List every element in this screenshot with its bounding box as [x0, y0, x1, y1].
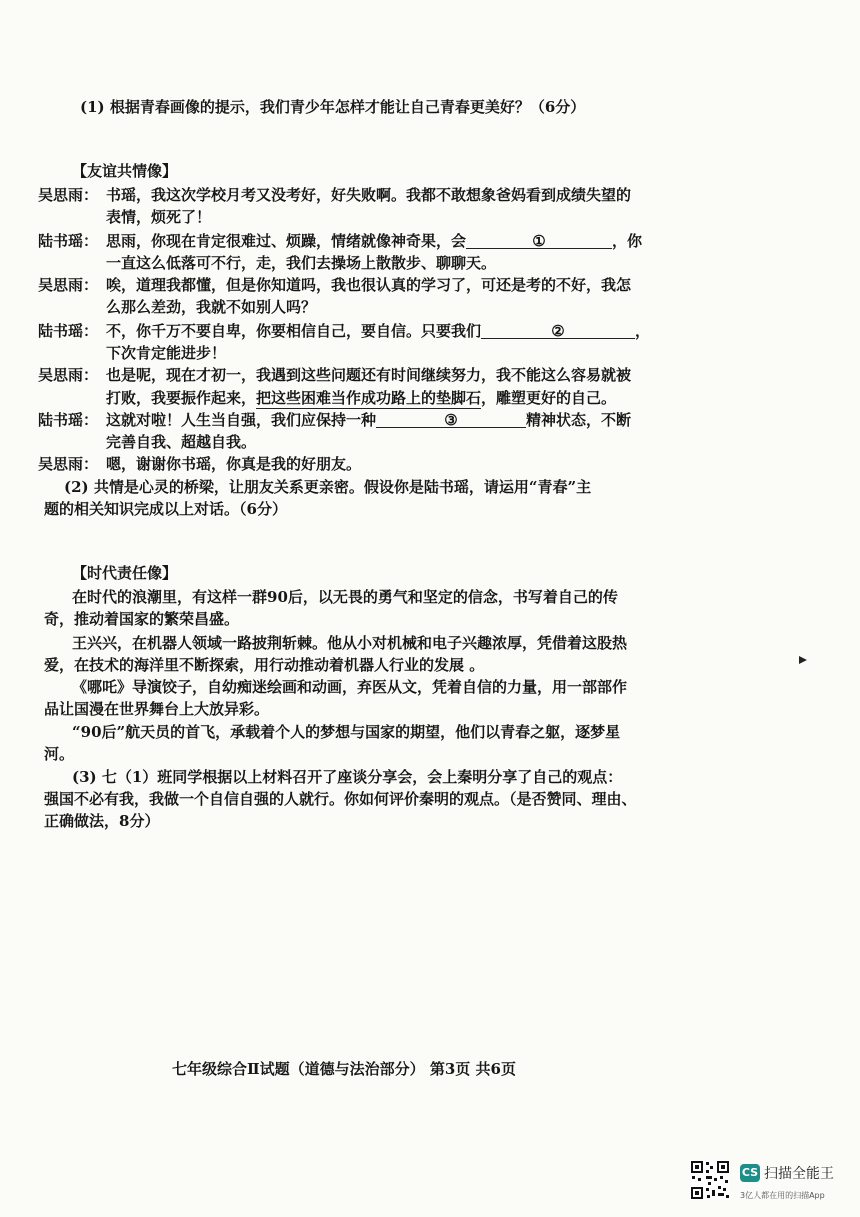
question-2-line: (2) 共情是心灵的桥梁，让朋友关系更亲密。假设你是陆书瑶，请运用“青春”主 — [64, 478, 592, 496]
dialogue-speaker: 吴思雨： — [38, 366, 99, 384]
answer-blank-3[interactable]: ③ — [376, 409, 526, 428]
cursor-arrow-icon — [799, 656, 807, 664]
dialogue-line: 表情，烦死了！ — [106, 208, 212, 226]
answer-blank-1[interactable]: ① — [466, 230, 612, 249]
dialogue-line: 嗯，谢谢你书瑶，你真是我的好朋友。 — [106, 455, 362, 473]
dialogue-line: 这就对啦！人生当自强，我们应保持一种 ③ 精神状态，不断 — [106, 411, 632, 429]
paragraph-line: 在时代的浪潮里，有这样一群90后，以无畏的勇气和坚定的信念，书写着自己的传 — [72, 588, 618, 606]
paragraph-line: “90后”航天员的首飞，承载着个人的梦想与国家的期望，他们以青春之躯，逐梦星 — [72, 723, 621, 741]
dialogue-line: 不，你千万不要自卑，你要相信自己，要自信。只要我们 ② ， — [106, 322, 651, 340]
dialogue-line: 么那么差劲，我就不如别人吗？ — [106, 298, 317, 316]
dialogue-speaker: 吴思雨： — [38, 276, 99, 294]
qr-code-icon — [690, 1160, 730, 1200]
scanner-app-name: 扫描全能王 — [764, 1166, 834, 1182]
page-footer: 七年级综合Ⅱ试题（道德与法治部分） 第3页 共6页 — [172, 1060, 516, 1078]
underlined-phrase: 把这些困难当作成功路上的垫脚石 — [256, 389, 482, 407]
question-3-line: (3) 七（1）班同学根据以上材料召开了座谈分享会，会上秦明分享了自己的观点： — [72, 768, 623, 786]
dialogue-line: 思雨，你现在肯定很难过、烦躁，情绪就像神奇果，会 ① ，你 — [106, 232, 643, 250]
section-title-era: 【时代责任像】 — [72, 564, 178, 582]
paragraph-line: 爱，在技术的海洋里不断探索，用行动推动着机器人行业的发展 。 — [44, 656, 485, 674]
dialogue-line: 书瑶，我这次学校月考又没考好，好失败啊。我都不敢想象爸妈看到成绩失望的 — [106, 186, 632, 204]
paragraph-line: 奇，推动着国家的繁荣昌盛。 — [44, 610, 240, 628]
question-2-line: 题的相关知识完成以上对话。（6分） — [44, 500, 287, 518]
paragraph-line: 《哪吒》导演饺子，自幼痴迷绘画和动画，弃医从文，凭着自信的力量，用一部部作 — [72, 678, 628, 696]
section-title-friendship: 【友谊共情像】 — [72, 162, 178, 180]
dialogue-speaker: 陆书瑶： — [38, 322, 99, 340]
dialogue-line: 完善自我、超越自我。 — [106, 433, 257, 451]
dialogue-speaker: 吴思雨： — [38, 186, 99, 204]
scanner-logo-icon: CS — [740, 1164, 760, 1182]
dialogue-speaker: 陆书瑶： — [38, 411, 99, 429]
dialogue-line: 也是呢，现在才初一，我遇到这些问题还有时间继续努力，我不能这么容易就被 — [106, 366, 632, 384]
answer-blank-2[interactable]: ② — [481, 320, 635, 339]
dialogue-speaker: 吴思雨： — [38, 455, 99, 473]
dialogue-line: 下次肯定能进步！ — [106, 344, 227, 362]
dialogue-line: 打败，我要振作起来，把这些困难当作成功路上的垫脚石，雕塑更好的自己。 — [106, 389, 617, 407]
paragraph-line: 品让国漫在世界舞台上大放异彩。 — [44, 700, 270, 718]
question-1: (1) 根据青春画像的提示，我们青少年怎样才能让自己青春更美好？（6分） — [80, 98, 586, 116]
paragraph-line: 河。 — [44, 745, 75, 763]
dialogue-line: 唉，道理我都懂，但是你知道吗，我也很认真的学习了，可还是考的不好，我怎 — [106, 276, 632, 294]
dialogue-speaker: 陆书瑶： — [38, 232, 99, 250]
question-3-line: 正确做法，8分） — [44, 812, 160, 830]
paragraph-line: 王兴兴，在机器人领域一路披荆斩棘。他从小对机械和电子兴趣浓厚，凭借着这股热 — [72, 634, 628, 652]
dialogue-line: 一直这么低落可不行，走，我们去操场上散散步、聊聊天。 — [106, 254, 497, 272]
question-3-line: 强国不必有我，我做一个自信自强的人就行。你如何评价秦明的观点。（是否赞同、理由、 — [44, 790, 637, 808]
scanner-app-tagline: 3亿人都在用的扫描App — [740, 1191, 825, 1200]
